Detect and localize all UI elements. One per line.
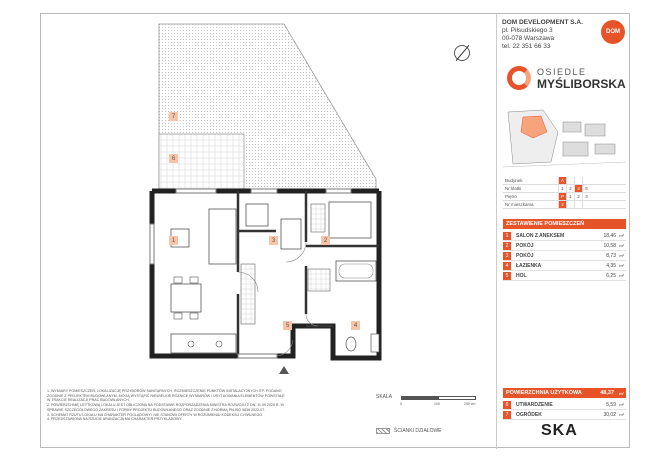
info-cell: 5 [582,185,590,192]
info-cell [582,177,590,184]
room-unit: m² [619,402,624,407]
toilet [346,337,356,351]
note-3: 3. SCHEMAT RZUTU LOKALU MA CHARAKTER POGLĄDOWY I NIE STANOWI OFERTY W ROZUMIENIU KODEKSU CYWILNEGO. [47,412,264,417]
room-name: SALON Z ANEKSEM [516,232,565,239]
label-living: 1 [169,236,178,245]
notes [47,389,287,422]
info-cell [582,201,590,208]
scale-label: SKALA [376,394,393,400]
developer-header [502,19,583,51]
room-number: 5 [503,272,511,280]
room-name: UTWARDZENIE [516,401,553,408]
room-name: POKÓJ [516,242,534,249]
room-name: OGRÓDEK [516,411,542,418]
room-name: ŁAZIENKA [516,262,542,269]
info-cell: A [558,177,566,184]
floor-plan [41,14,496,384]
floor-plan-drawing [41,14,496,384]
room-name: HOL [516,272,527,279]
scale-bar [376,394,486,414]
room-area: 8,73 [606,252,616,259]
developer-phone: tel. 22 351 66 33 [502,43,551,50]
info-label: Piętro [505,194,517,199]
north-arrow-icon [454,45,470,61]
list-item [503,241,626,251]
legend [376,426,486,436]
developer-name: DOM DEVELOPMENT S.A. [502,19,583,26]
info-label: Budynek [505,178,523,183]
room-number: 2 [503,242,511,250]
entrance-arrow [279,366,289,374]
partition-wall-swatch [376,428,390,434]
note-4: 4. PRZEDSTAWIONA NA RZUCIE ARANŻACJA MA CHARAKTER PRZYKŁADOWY. [47,417,183,422]
info-cell: 2 [574,193,582,200]
architect-logo: SKA [541,422,578,439]
room-area: 10,58 [603,242,616,249]
usable-area-bar [503,388,626,398]
usable-area-label: POWIERZCHNIA UŻYTKOWA [506,390,582,396]
usable-area-unit: m² [619,390,624,396]
room-area: 4,35 [606,262,616,269]
estate-line-1: OSIEDLE [537,67,587,77]
info-sidebar [496,14,631,449]
bed [329,202,371,238]
room-unit: m² [619,253,624,258]
estate-logo-icon [507,66,531,90]
usable-area-value: 48,37 [600,390,614,396]
info-row-staircase [503,185,626,193]
info-cell [566,177,574,184]
developer-street: pl. Piłsudskiego 3 [502,27,553,34]
label-hall: 5 [283,321,292,330]
room-unit: m² [619,263,624,268]
label-terrace: 6 [169,154,178,163]
wardrobe [241,264,255,324]
dining-table [171,284,201,312]
room-number: 7 [503,411,511,419]
site-key-map [503,102,626,172]
scale-tick-1: 100 [434,402,440,406]
info-cell [574,201,582,208]
info-label: Nr klatki [505,186,522,191]
scale-tick-0: 0 [400,402,402,406]
apartment-info-table [503,177,626,209]
list-item [503,400,626,410]
developer-logo: DOM [601,20,625,44]
estate-line-2: MYŚLIBORSKA [537,77,626,91]
list-item [503,231,626,241]
floor-plan-sheet [40,13,630,448]
room-unit: m² [619,412,624,417]
info-cell [566,201,574,208]
legend-label: ŚCIANKI DZIAŁOWE [394,428,442,434]
label-room-2: 2 [321,236,330,245]
room-number: 1 [503,232,511,240]
room-unit: m² [619,273,624,278]
room-number: 3 [503,252,511,260]
sofa [209,209,236,264]
list-item [503,410,626,420]
room-area: 5,59 [606,401,616,408]
estate-logo [507,66,627,96]
info-cell: P [558,193,566,200]
info-cell: 2 [558,201,566,208]
info-row-apartment [503,201,626,209]
list-item [503,261,626,271]
note-1: 1. WYMIARY POMIESZCZEŃ, LOKALIZACJĘ PRZYBORÓW SANITARNYCH, ROZMIESZCZENIE PUNKTÓW INSTALACYJNYCH ITP. PODANO ZGODNIE Z PROJEKTEM BUDOWLANYM. MOGĄ WYSTĄPIĆ NIEWIELKIE RÓŻNICE WYMIARÓW I USYTUOWANIA ELEMENTÓW POWSTAŁE W TRAKCIE REALIZACJI PRAC BUDOWLANYCH. [47,389,285,403]
room-list [503,231,626,281]
info-row-floor [503,193,626,201]
note-2: 2. POWIERZCHNIĘ UŻYTKOWĄ LOKALU JEST OBLICZONA NA PODSTAWIE ROZPORZĄDZENIA MINISTRA ROZWOJU Z DN. 11.09.2020 R. W SPRAWIE SZCZEGÓŁOWEGO ZAKRESU I FORMY PROJEKTU BUDOWLANEGO ORAZ ZGODNIE Z NORMĄ PN-ISO 9836:2022-07. [47,403,284,412]
info-cell: 3 [574,185,582,192]
info-cell [574,177,582,184]
room-unit: m² [619,233,624,238]
scale-tick-2: 200 cm [464,402,476,406]
list-item [503,271,626,281]
label-garden: 7 [169,112,178,121]
room-number: 4 [503,262,511,270]
rooms-title: ZESTAWIENIE POMIESZCZEŃ [503,219,626,229]
info-cell: 1 [566,193,574,200]
room-area: 30,02 [603,411,616,418]
info-cell: 3 [582,193,590,200]
room-area: 18,46 [603,232,616,239]
room-number: 6 [503,401,511,409]
room-area: 6,25 [606,272,616,279]
extra-areas [503,400,626,420]
kitchen-counter [171,334,236,353]
label-bathroom: 4 [351,321,360,330]
info-cell: 2 [566,185,574,192]
list-item [503,251,626,261]
info-row-building [503,177,626,185]
developer-city: 00-078 Warszawa [502,35,555,42]
info-cell: 1 [558,185,566,192]
info-label: Nr mieszkania [505,202,534,207]
room-name: POKÓJ [516,252,534,259]
room-unit: m² [619,243,624,248]
label-room-3: 3 [269,236,278,245]
